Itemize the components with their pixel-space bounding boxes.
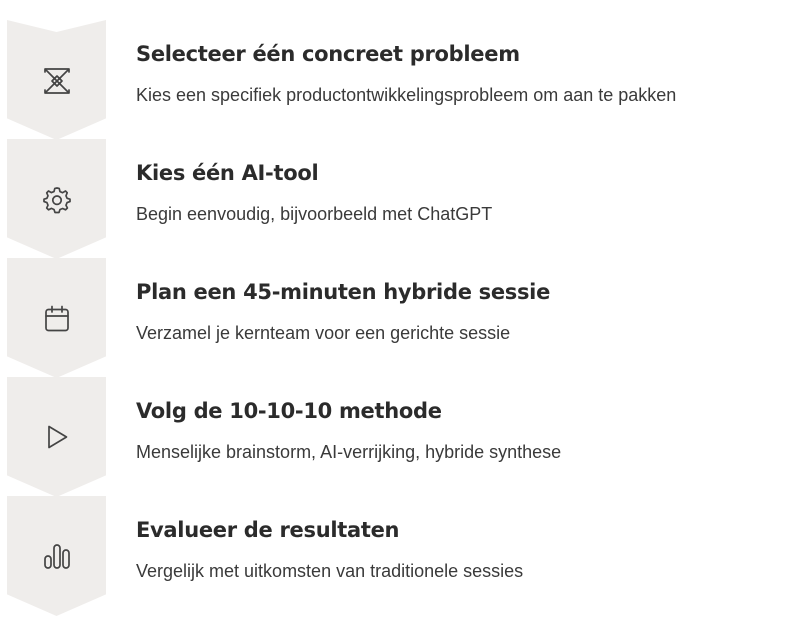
step-title: Kies één AI-tool bbox=[136, 161, 319, 185]
step-title: Evalueer de resultaten bbox=[136, 518, 400, 542]
step-2 bbox=[0, 139, 812, 259]
cross-arrows-icon bbox=[42, 66, 72, 96]
play-icon bbox=[42, 422, 72, 452]
step-title: Plan een 45-minuten hybride sessie bbox=[136, 280, 551, 304]
bar-chart-icon bbox=[42, 541, 72, 571]
calendar-icon bbox=[42, 304, 72, 334]
step-description: Vergelijk met uitkomsten van traditionele sessies bbox=[136, 561, 524, 581]
step-5 bbox=[0, 496, 812, 616]
step-description: Begin eenvoudig, bijvoorbeeld met ChatGPT bbox=[136, 204, 493, 224]
step-description: Menselijke brainstorm, AI-verrijking, hybride synthese bbox=[136, 442, 562, 462]
step-title: Volg de 10-10-10 methode bbox=[136, 399, 442, 423]
step-1 bbox=[0, 20, 812, 140]
step-description: Verzamel je kernteam voor een gerichte sessie bbox=[136, 323, 511, 343]
step-4 bbox=[0, 377, 812, 497]
step-description: Kies een specifiek productontwikkelingsprobleem om aan te pakken bbox=[136, 85, 677, 105]
step-title: Selecteer één concreet probleem bbox=[136, 42, 520, 66]
step-3 bbox=[0, 258, 812, 378]
gear-icon bbox=[42, 185, 72, 215]
